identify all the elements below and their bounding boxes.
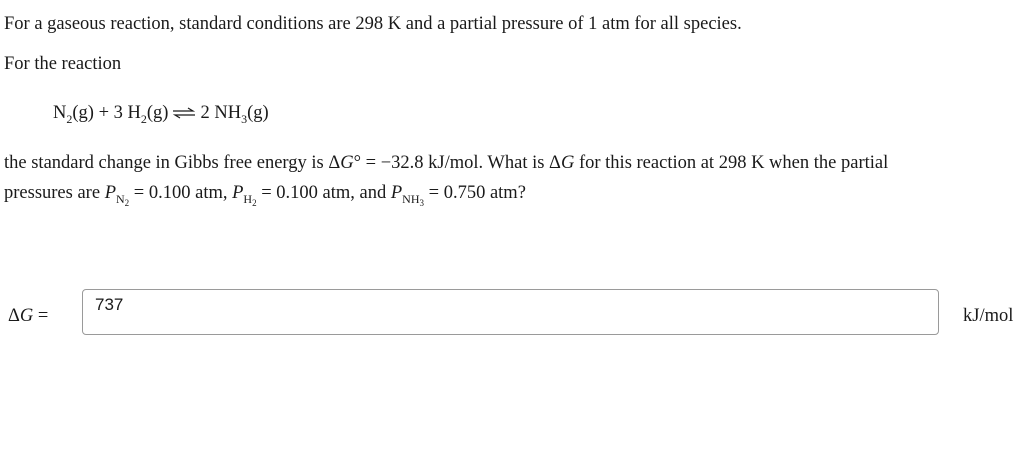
equilibrium-arrows-icon [172,103,196,125]
q1-text-a: the standard change in Gibbs free energy is Δ [4,153,341,173]
eq-nh3-subscript: 3 [241,112,248,126]
question-line-2 [4,182,526,208]
reaction-equation [53,102,269,125]
answer-unit: kJ/mol [963,306,1014,326]
q2-p-n2: P [104,183,116,203]
question-line-1 [4,152,888,174]
q2-p-h2: P [232,183,244,203]
q2-text-d: = 0.750 atm? [424,183,526,203]
eq-h2-subscript: 2 [140,112,147,126]
q2-text-c: = 0.100 atm, and [256,183,391,203]
q2-p-n2-sub: N [116,192,125,206]
answer-label [8,305,48,327]
answer-label-equals: = [33,306,49,326]
q2-p-n2-subsub: 2 [124,198,130,208]
q2-p-h2-subsub: 2 [252,198,257,208]
answer-label-var: G [19,306,34,326]
q1-var-g: G [340,153,354,173]
answer-row [0,288,1029,336]
q1-text-e: for this reaction at 298 K when the partial [574,153,889,173]
q2-text-a: pressures are [4,183,105,203]
q2-p-nh3-subsub: 3 [419,198,425,208]
question-lead: For the reaction [4,54,122,74]
eq-n2-subscript: 2 [66,112,73,126]
eq-reactants: (g) + 3 H [72,103,141,123]
q1-text-c: ° = −32.8 kJ/mol. What is Δ [353,153,561,173]
eq-n2: N [53,103,67,123]
answer-label-delta: Δ [8,306,20,326]
answer-input[interactable] [82,289,939,335]
question-intro: For a gaseous reaction, standard conditions are 298 K and a partial pressure of 1 atm for all species. [4,14,742,34]
q1-var-g2: G [560,153,575,173]
q2-p-h2-sub: H [243,192,253,206]
eq-phase-nh3: (g) [247,103,269,123]
q2-p-nh3-sub: NH [402,192,420,206]
q2-text-b: = 0.100 atm, [129,183,233,203]
q2-p-nh3: P [390,183,403,203]
eq-phase-h2: (g) [146,103,169,123]
eq-product: 2 NH [200,103,242,123]
